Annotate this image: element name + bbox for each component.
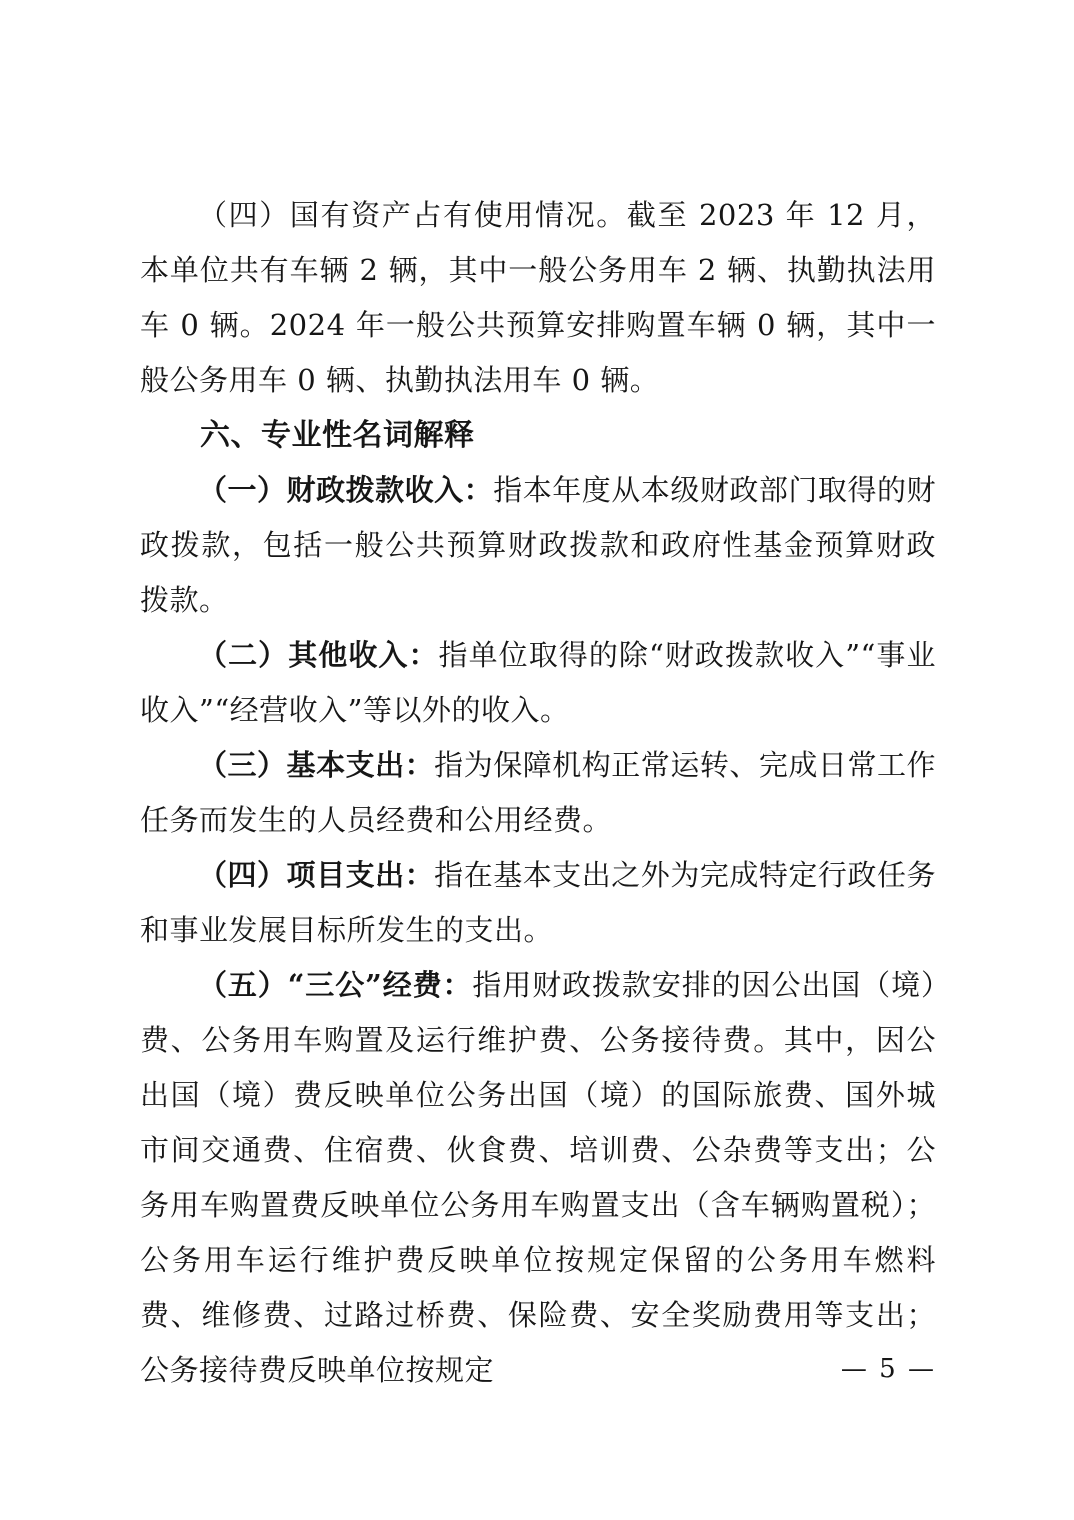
term-other-income <box>140 628 936 738</box>
term-three-public-expenses-lead: （五）“三公”经费： <box>198 968 473 1002</box>
term-other-income-lead: （二）其他收入： <box>198 638 439 672</box>
term-project-expenditure <box>140 848 936 958</box>
document-body <box>140 188 936 1398</box>
term-basic-expenditure-text: 指为保障机构正常运转、完成日常工作任务而发生的人员经费和公用经费。 <box>140 748 936 837</box>
term-three-public-expenses-text: 指用财政拨款安排的因公出国（境）费、公务用车购置及运行维护费、公务接待费。其中，因公出国（境）费反映单位公务出国（境）的国际旅费、国外城市间交通费、住宿费、伙食费、培训费、公杂费等支出；公务用车购置费反映单位公务用车购置支出（含车辆购置税）；公务用车运行维护费反映单位按规定保留的公务用车燃料费、维修费、过路过桥费、保险费、安全奖励费用等支出；公务接待费反映单位按规定 <box>140 968 936 1387</box>
section-heading: 六、专业性名词解释 <box>200 418 475 453</box>
term-project-expenditure-lead: （四）项目支出： <box>198 858 435 892</box>
term-project-expenditure-text: 指在基本支出之外为完成特定行政任务和事业发展目标所发生的支出。 <box>140 858 936 947</box>
page-number: — 5 — <box>840 1354 936 1384</box>
term-other-income-text: 指单位取得的除“财政拨款收入”“事业收入”“经营收入”等以外的收入。 <box>140 638 936 727</box>
term-fiscal-appropriation-income <box>140 463 936 628</box>
term-fiscal-appropriation-income-lead: （一）财政拨款收入： <box>198 473 494 507</box>
paragraph-asset-usage <box>140 188 936 408</box>
term-basic-expenditure <box>140 738 936 848</box>
term-fiscal-appropriation-income-text: 指本年度从本级财政部门取得的财政拨款，包括一般公共预算财政拨款和政府性基金预算财政拨款。 <box>140 473 936 617</box>
paragraph-asset-usage-lead: （四）国有资产占有使用情况。 <box>198 198 627 232</box>
term-basic-expenditure-lead: （三）基本支出： <box>198 748 435 782</box>
term-three-public-expenses <box>140 958 936 1398</box>
paragraph-asset-usage-text: 截至 2023 年 12 月，本单位共有车辆 2 辆，其中一般公务用车 2 辆、执勤执法用车 0 辆。2024 年一般公共预算安排购置车辆 0 辆，其中一般公务用车 0 辆、执勤执法用车 0 辆。 <box>140 198 936 397</box>
